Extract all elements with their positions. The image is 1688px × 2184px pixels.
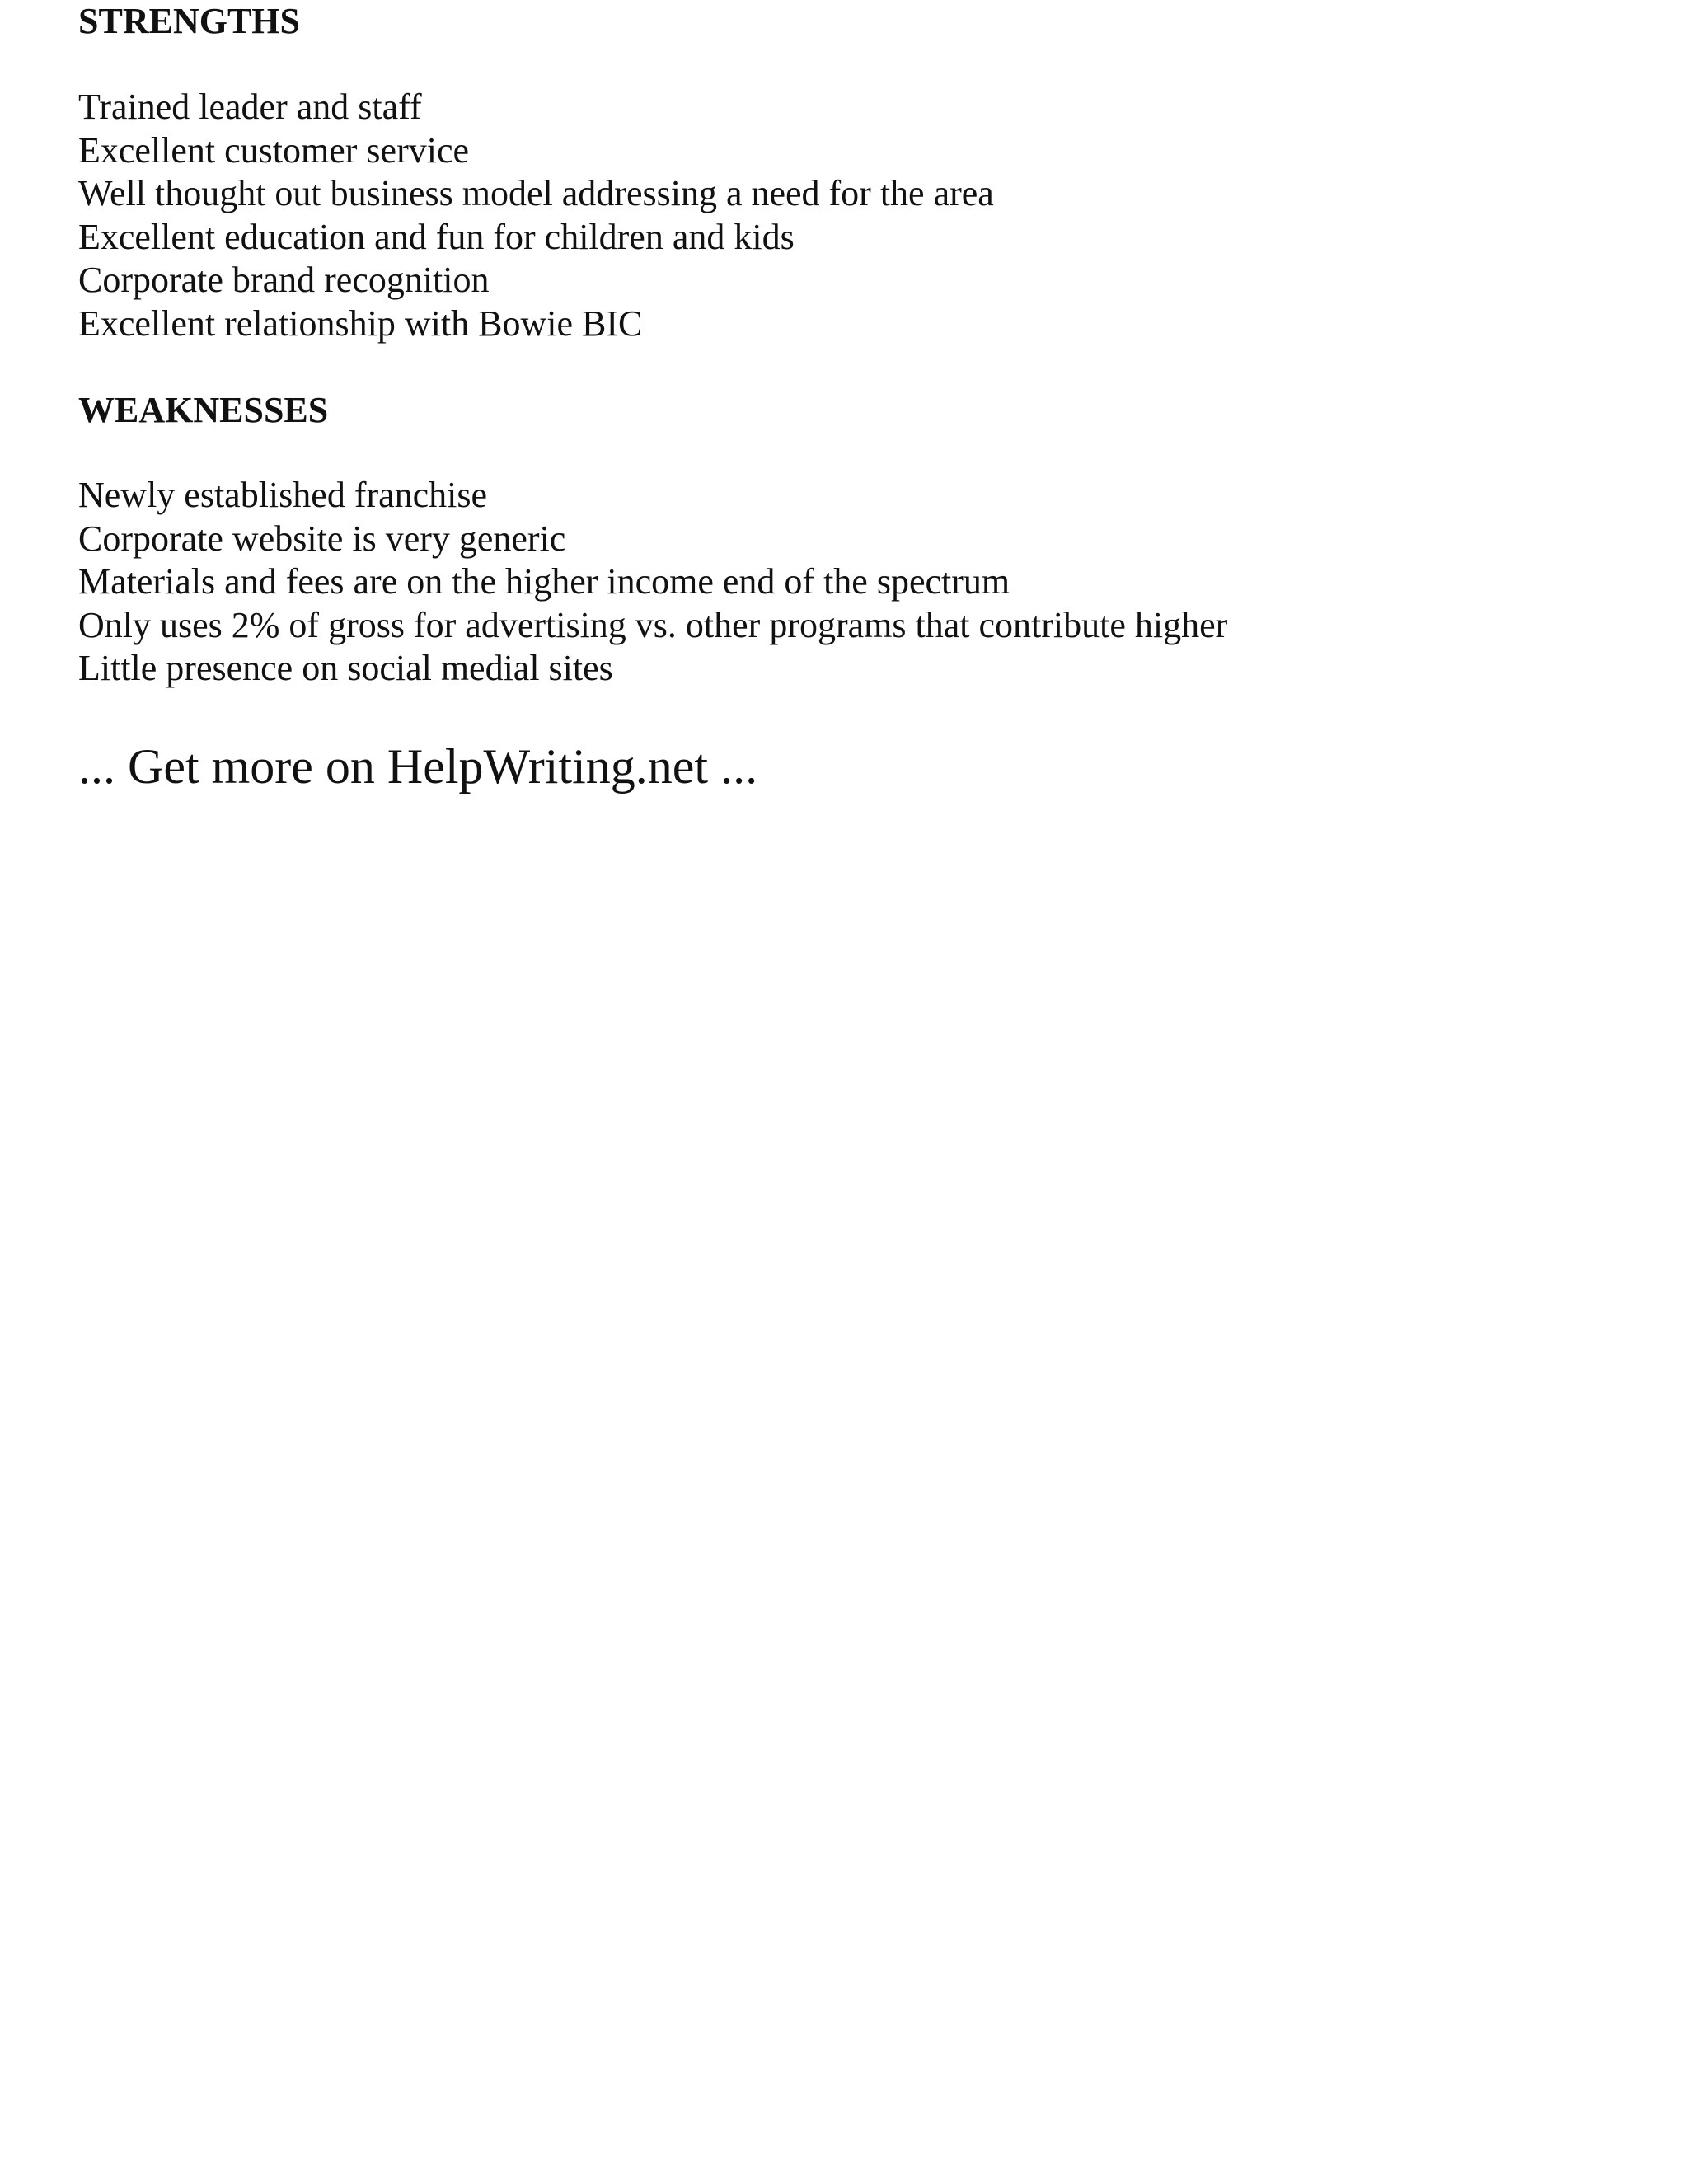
strength-item: Corporate brand recognition [78,260,490,300]
strengths-heading: STRENGTHS [78,1,300,41]
weakness-item: Materials and fees are on the higher income end of the spectrum [78,561,1010,602]
weaknesses-list [78,474,1227,691]
weakness-item: Little presence on social medial sites [78,648,613,688]
strength-item: Excellent customer service [78,129,470,171]
strength-item: Excellent relationship with Bowie BIC [78,302,643,344]
strength-item: Well thought out business model addressing a need for the area [78,173,994,213]
strength-item: Excellent education and fun for children and kids [78,216,795,257]
promo-link-text[interactable]: ... Get more on HelpWriting.net ... [78,739,758,794]
weakness-item: Only uses 2% of gross for advertising vs. other programs that contribute higher [78,604,1228,645]
weakness-item: Corporate website is very generic [78,518,566,559]
weakness-item: Newly established franchise [78,475,488,515]
strength-item: Trained leader and staff [78,87,422,127]
weaknesses-heading: WEAKNESSES [78,390,329,430]
strengths-list [78,86,994,345]
